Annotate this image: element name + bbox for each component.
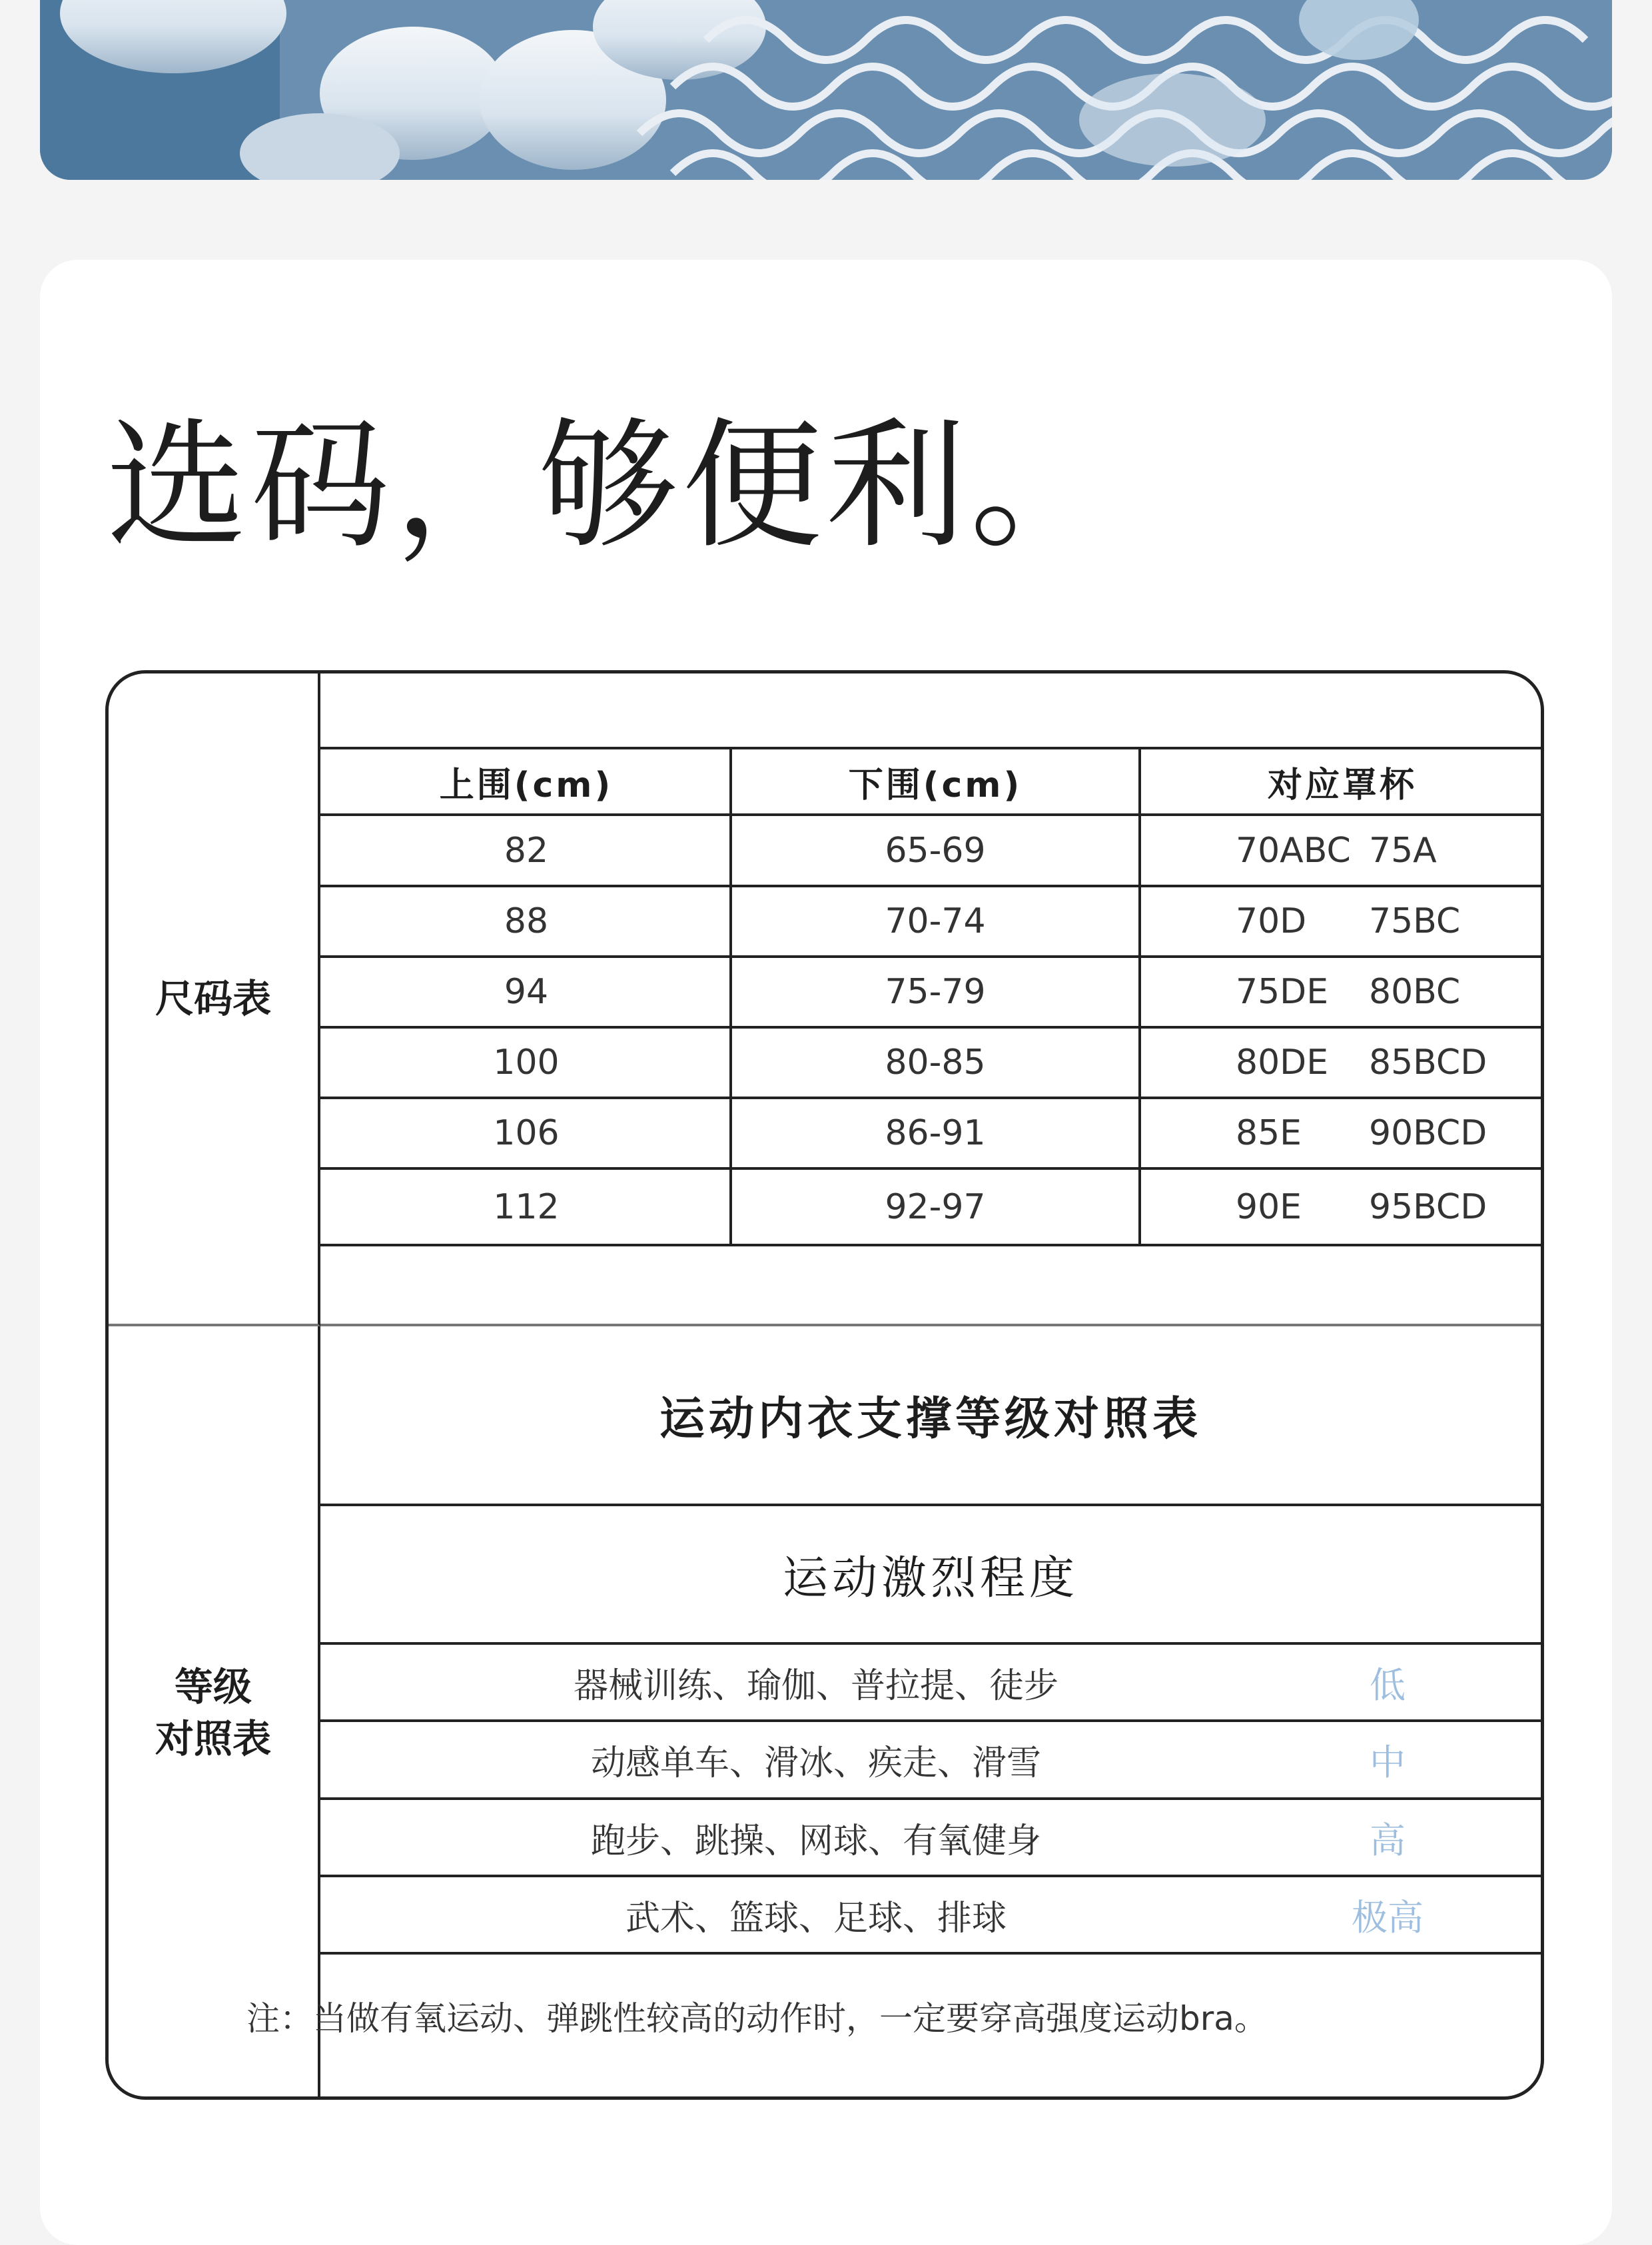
bust-value: 100	[493, 1043, 560, 1083]
cup-value: 95BCD	[1369, 1186, 1487, 1227]
support-level: 极高	[1352, 1896, 1424, 1939]
intensity-heading: 运动激烈程度	[782, 1552, 1078, 1605]
size-chart-label: 尺码表	[109, 674, 320, 1326]
underbust-value: 80-85	[885, 1043, 986, 1083]
column-divider	[1138, 747, 1141, 1246]
cup-value: 80BC	[1369, 972, 1461, 1012]
bust-value: 88	[504, 901, 549, 941]
cup-value: 90BCD	[1369, 1113, 1487, 1153]
sports-list: 跑步、跳操、网球、有氧健身	[590, 1821, 1041, 1861]
cup-value: 80DE	[1236, 1043, 1329, 1083]
sports-list: 器械训练、瑜伽、普拉提、徒步	[573, 1665, 1058, 1706]
support-level: 中	[1370, 1741, 1406, 1783]
foam-texture-illustration	[40, 0, 1612, 180]
divider	[320, 1244, 1541, 1246]
cup-value: 75DE	[1236, 972, 1329, 1012]
size-and-support-table	[105, 670, 1544, 2100]
support-chart-title: 运动内衣支撑等级对照表	[659, 1392, 1202, 1446]
column-header-bust: 上围(cm)	[439, 765, 614, 805]
support-level: 低	[1370, 1663, 1406, 1706]
bust-value: 106	[493, 1113, 560, 1153]
footnote: 注：当做有氧运动、弹跳性较高的动作时，一定要穿高强度运动bra。	[246, 1999, 1268, 2038]
cup-value: 75BC	[1369, 901, 1461, 941]
underbust-value: 75-79	[885, 972, 986, 1012]
sports-list: 动感单车、滑冰、疾走、滑雪	[590, 1743, 1041, 1783]
sports-list: 武术、篮球、足球、排球	[625, 1898, 1007, 1939]
cup-value: 70ABC	[1236, 830, 1351, 871]
underbust-value: 70-74	[885, 901, 986, 941]
cup-value: 75A	[1369, 830, 1437, 871]
cup-value: 70D	[1236, 901, 1307, 941]
bust-value: 82	[504, 830, 549, 871]
bust-value: 112	[493, 1186, 560, 1227]
cup-value: 90E	[1236, 1186, 1302, 1227]
support-chart-label: 等级 对照表	[109, 1326, 320, 2099]
column-header-underbust: 下围(cm)	[848, 765, 1023, 805]
column-header-cup: 对应罩杯	[1267, 765, 1417, 805]
support-level: 高	[1370, 1819, 1406, 1861]
cup-value: 85E	[1236, 1113, 1302, 1153]
cup-value: 85BCD	[1369, 1043, 1487, 1083]
product-material-banner	[40, 0, 1612, 180]
page-headline: 选码，够便利。	[107, 404, 1114, 568]
underbust-value: 65-69	[885, 830, 986, 871]
divider	[320, 1952, 1541, 1955]
bust-value: 94	[504, 972, 549, 1012]
underbust-value: 86-91	[885, 1113, 986, 1153]
underbust-value: 92-97	[885, 1186, 986, 1227]
